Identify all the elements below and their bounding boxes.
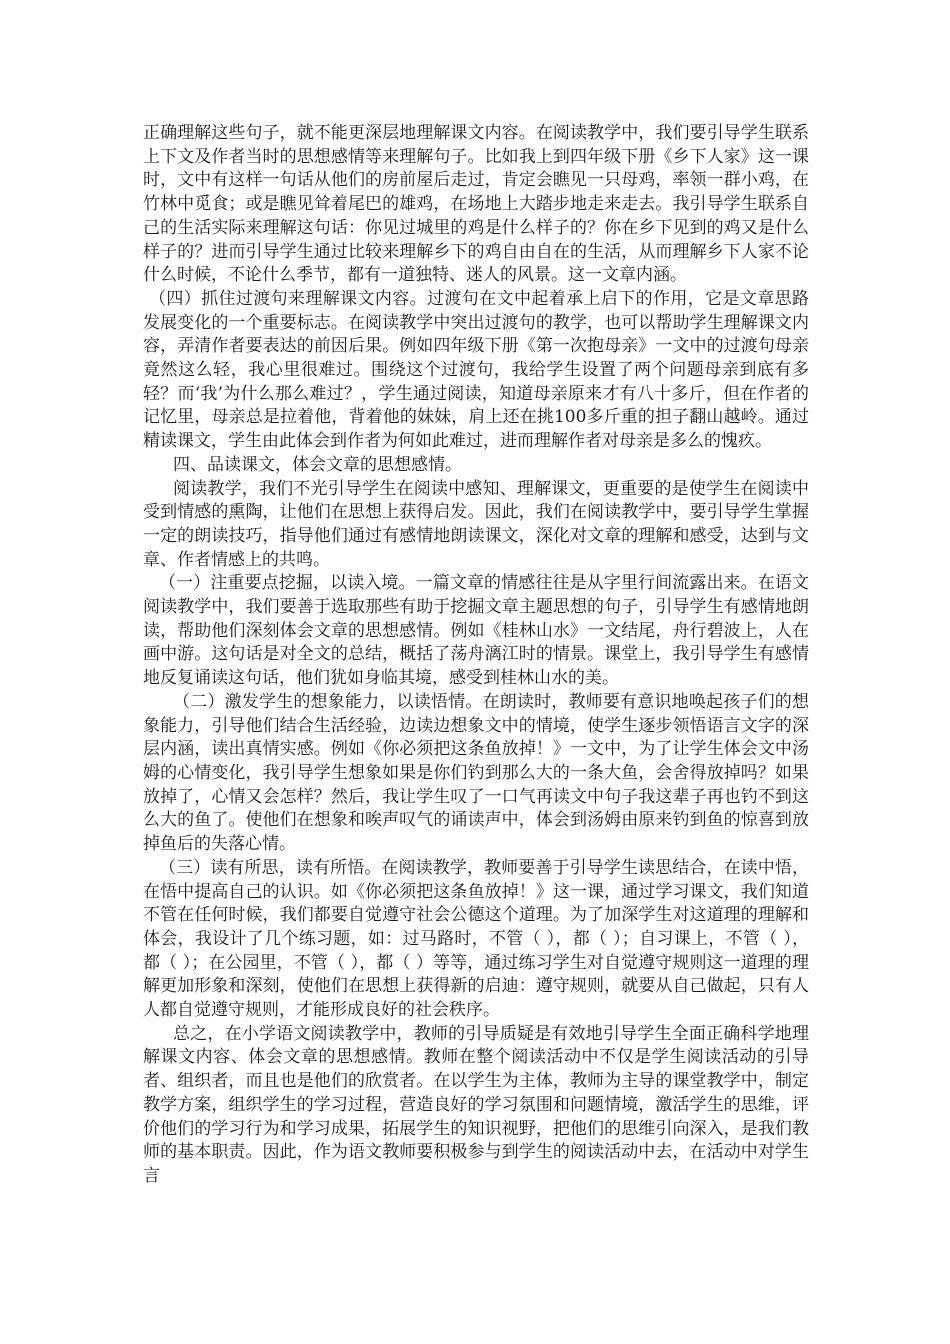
body-text	[143, 122, 809, 1189]
paragraph-imagination: （二）激发学生的想象能力，以读悟情。在朗读时，教师要有意识地唤起孩子们的想象能力，引导他们结合生活经验，边读边想象文中的情境，使学生逐步领悟语言文字的深层内涵，读出真情实感。例如《你必须把这条鱼放掉！》一文中，为了让学生体会文中汤姆的心情变化，我引导学生想象如果是你们钓到那么大的一条大鱼，会舍得放掉吗？如果放掉了，心情又会怎样？然后，我让学生叹了一口气再读文中句子我这辈子再也钓不到这么大的鱼了。使他们在想象和唉声叹气的诵读声中，体会到汤姆由原来钓到鱼的惊喜到放掉鱼后的失落心情。	[143, 691, 809, 855]
paragraph-key-points: （一）注重要点挖掘，以读入境。一篇文章的情感往往是从字里行间流露出来。在语文阅读教学中，我们要善于选取那些有助于挖掘文章主题思想的句子，引导学生有感情地朗读，帮助他们深刻体会文章的思想感情。例如《桂林山水》一文结尾，舟行碧波上，人在画中游。这句话是对全文的总结，概括了荡舟漓江时的情景。课堂上，我引导学生有感情地反复诵读这句话，他们犹如身临其境，感受到桂林山水的美。	[143, 573, 809, 689]
paragraph-transition-sentences: （四）抓住过渡句来理解课文内容。过渡句在文中起着承上启下的作用，它是文章思路发展变化的一个重要标志。在阅读教学中突出过渡句的教学，也可以帮助学生理解课文内容，弄清作者要表达的前因后果。例如四年级下册《第一次抱母亲》一文中的过渡句母亲竟然这么轻，我心里很难过。围绕这个过渡句，我给学生设置了两个问题母亲到底有多轻？而‘我’为什么那么难过？，学生通过阅读，知道母亲原来才有八十多斤，但在作者的记忆里，母亲总是拉着他，背着他的妹妹，肩上还在挑100多斤重的担子翻山越岭。通过精读课文，学生由此体会到作者为何如此难过，进而理解作者对母亲是多么的愧疚。	[143, 288, 809, 452]
section-heading-four: 四、品读课文，体会文章的思想感情。	[173, 454, 462, 475]
paragraph-reflection: （三）读有所思，读有所悟。在阅读教学，教师要善于引导学生读思结合，在读中悟，在悟中提高自己的认识。如《你必须把这条鱼放掉！》这一课，通过学习课文，我们知道不管在任何时候，我们都要自觉遵守社会公德这个道理。为了加深学生对这道理的理解和体会，我设计了几个练习题，如：过马路时，不管（ ），都（ ）；自习课上，不管（ ），都（ ）；在公园里，不管（ ），都（ ）等等，通过练习学生对自觉遵守规则这一道理的理解更加形象和深刻，使他们在思想上获得新的启迪：遵守规则，就要从自己做起，只有人人都自觉遵守规则，才能形成良好的社会秩序。	[143, 857, 809, 1021]
paragraph-conclusion: 总之，在小学语文阅读教学中，教师的引导质疑是有效地引导学生全面正确科学地理解课文内容、体会文章的思想感情。教师在整个阅读活动中不仅是学生阅读活动的引导者、组织者，而且也是他们的欣赏者。在以学生为主体，教师为主导的课堂教学中，制定教学方案，组织学生的学习过程，营造良好的学习氛围和问题情境，激活学生的思维，评价他们的学习行为和学习成果，拓展学生的知识视野，把他们的思维引向深入，是我们教师的基本职责。因此，作为语文教师要积极参与到学生的阅读活动中去，在活动中对学生言	[143, 1023, 809, 1186]
paragraph-reading-teaching: 阅读教学，我们不光引导学生在阅读中感知、理解课文，更重要的是使学生在阅读中受到情感的熏陶，让他们在思想上获得启发。因此，我们在阅读教学中，要引导学生掌握一定的朗读技巧，指导他们通过有感情地朗读课文，深化对文章的理解和感受，达到与文章、作者情感上的共鸣。	[143, 478, 809, 570]
paragraph-understanding-sentences: 正确理解这些句子，就不能更深层地理解课文内容。在阅读教学中，我们要引导学生联系上下文及作者当时的思想感情等来理解句子。比如我上到四年级下册《乡下人家》这一课时，文中有这样一句话从他们的房前屋后走过，肯定会瞧见一只母鸡，率领一群小鸡，在竹林中觅食；或是瞧见耸着尾巴的雄鸡，在场地上大踏步地走来走去。我引导学生联系自己的生活实际来理解这句话：你见过城里的鸡是什么样子的？你在乡下见到的鸡又是什么样子的？进而引导学生通过比较来理解乡下的鸡自由自在的生活，从而理解乡下人家不论什么时候，不论什么季节，都有一道独特、迷人的风景。这一文章内涵。	[143, 123, 809, 286]
